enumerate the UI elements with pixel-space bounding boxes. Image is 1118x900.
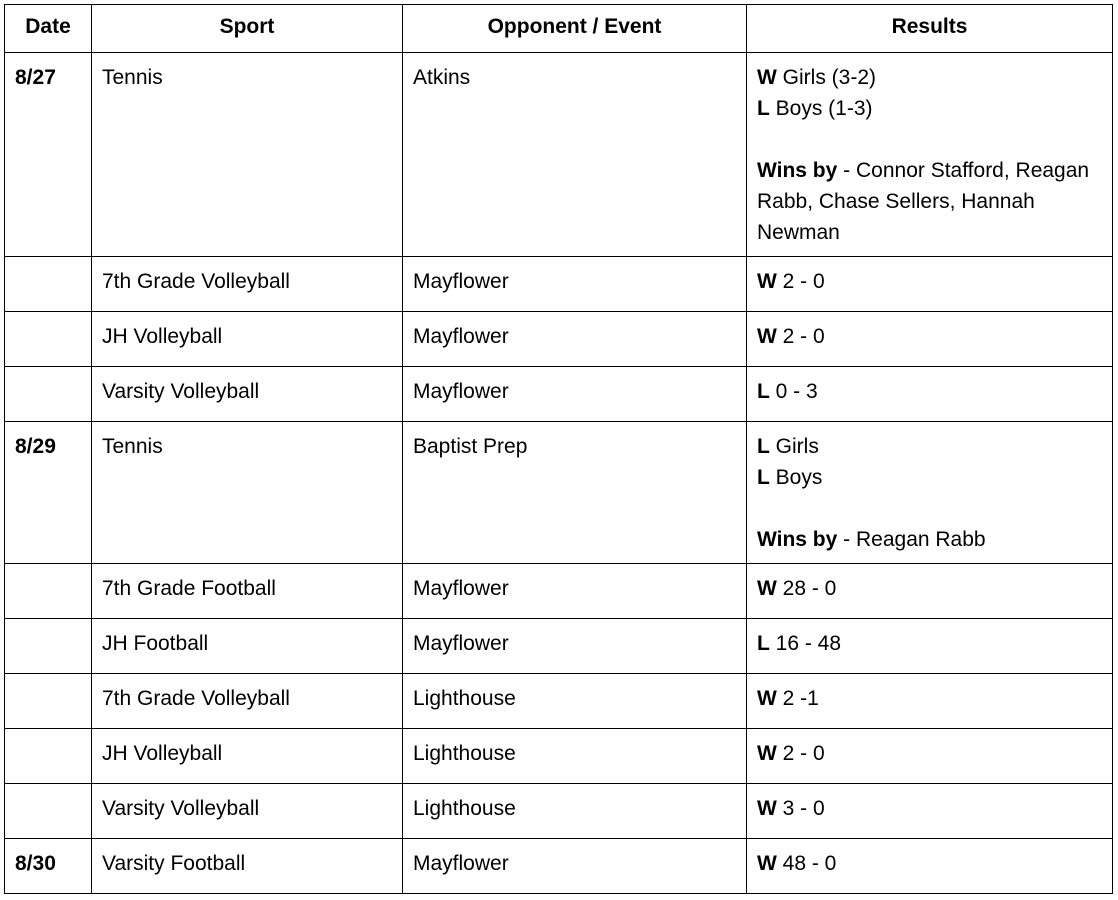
result-outcome: L xyxy=(757,435,770,458)
result-outcome: W xyxy=(757,852,777,875)
wins-by-label: Wins by xyxy=(757,528,838,551)
result-line xyxy=(757,793,1102,824)
result-detail: 2 -1 xyxy=(776,687,819,710)
sport-cell: 7th Grade Football xyxy=(92,564,403,619)
wins-by-names: - Connor Stafford, Reagan Rabb, Chase Sellers, Hannah Newman xyxy=(757,159,1090,244)
header-date: Date xyxy=(5,5,92,53)
result-detail: 28 - 0 xyxy=(776,577,837,600)
opponent-cell: Lighthouse xyxy=(403,729,747,784)
wins-by-label: Wins by xyxy=(757,159,838,182)
result-detail: 0 - 3 xyxy=(769,380,818,403)
result-detail: Girls (3-2) xyxy=(776,66,876,89)
date-cell xyxy=(5,784,92,839)
header-sport: Sport xyxy=(92,5,403,53)
result-outcome: W xyxy=(757,270,777,293)
table-row xyxy=(5,729,1113,784)
table-row xyxy=(5,422,1113,564)
table-body xyxy=(5,53,1113,894)
result-detail: Girls xyxy=(769,435,819,458)
opponent-cell: Mayflower xyxy=(403,839,747,894)
result-detail: 2 - 0 xyxy=(776,325,825,348)
sport-cell: JH Volleyball xyxy=(92,312,403,367)
opponent-cell: Lighthouse xyxy=(403,784,747,839)
results-cell xyxy=(747,784,1113,839)
date-cell xyxy=(5,619,92,674)
result-line xyxy=(757,266,1102,297)
results-cell xyxy=(747,422,1113,564)
result-line xyxy=(757,738,1102,769)
table-row xyxy=(5,257,1113,312)
wins-by-line xyxy=(757,524,1102,555)
date-cell: 8/29 xyxy=(5,422,92,564)
table-row xyxy=(5,674,1113,729)
result-line xyxy=(757,321,1102,352)
results-table xyxy=(4,4,1113,894)
results-cell xyxy=(747,619,1113,674)
sport-cell: Tennis xyxy=(92,53,403,257)
date-cell xyxy=(5,729,92,784)
sport-cell: 7th Grade Volleyball xyxy=(92,257,403,312)
result-line xyxy=(757,62,1102,93)
sport-cell: Varsity Volleyball xyxy=(92,784,403,839)
table-row xyxy=(5,564,1113,619)
sport-cell: Tennis xyxy=(92,422,403,564)
wins-by-names: - Reagan Rabb xyxy=(837,528,986,551)
result-line xyxy=(757,848,1102,879)
header-results: Results xyxy=(747,5,1113,53)
result-detail: 3 - 0 xyxy=(776,797,825,820)
result-detail: 2 - 0 xyxy=(776,270,825,293)
date-cell: 8/30 xyxy=(5,839,92,894)
date-cell xyxy=(5,564,92,619)
table-row xyxy=(5,839,1113,894)
result-line xyxy=(757,462,1102,493)
result-outcome: W xyxy=(757,797,777,820)
table-row xyxy=(5,784,1113,839)
header-row xyxy=(5,5,1113,53)
results-cell xyxy=(747,367,1113,422)
result-line xyxy=(757,683,1102,714)
result-outcome: W xyxy=(757,742,777,765)
result-detail: 2 - 0 xyxy=(776,742,825,765)
result-outcome: L xyxy=(757,380,770,403)
header-opponent: Opponent / Event xyxy=(403,5,747,53)
opponent-cell: Mayflower xyxy=(403,619,747,674)
wins-by-line xyxy=(757,155,1102,248)
result-line xyxy=(757,431,1102,462)
result-detail: Boys xyxy=(769,466,823,489)
date-cell xyxy=(5,674,92,729)
opponent-cell: Mayflower xyxy=(403,564,747,619)
results-cell xyxy=(747,674,1113,729)
results-cell xyxy=(747,729,1113,784)
result-outcome: W xyxy=(757,66,777,89)
result-line xyxy=(757,93,1102,124)
date-cell xyxy=(5,257,92,312)
result-outcome: L xyxy=(757,97,770,120)
results-cell xyxy=(747,53,1113,257)
opponent-cell: Baptist Prep xyxy=(403,422,747,564)
opponent-cell: Mayflower xyxy=(403,367,747,422)
result-line xyxy=(757,376,1102,407)
date-cell xyxy=(5,367,92,422)
result-outcome: W xyxy=(757,577,777,600)
result-outcome: L xyxy=(757,632,770,655)
opponent-cell: Lighthouse xyxy=(403,674,747,729)
result-detail: Boys (1-3) xyxy=(769,97,873,120)
opponent-cell: Mayflower xyxy=(403,312,747,367)
result-outcome: W xyxy=(757,687,777,710)
sport-cell: JH Volleyball xyxy=(92,729,403,784)
sport-cell: Varsity Volleyball xyxy=(92,367,403,422)
opponent-cell: Mayflower xyxy=(403,257,747,312)
table-row xyxy=(5,619,1113,674)
date-cell xyxy=(5,312,92,367)
results-cell xyxy=(747,564,1113,619)
table-row xyxy=(5,53,1113,257)
table-row xyxy=(5,367,1113,422)
result-line xyxy=(757,573,1102,604)
results-cell xyxy=(747,257,1113,312)
result-detail: 16 - 48 xyxy=(769,632,842,655)
result-outcome: W xyxy=(757,325,777,348)
result-detail: 48 - 0 xyxy=(776,852,837,875)
table-row xyxy=(5,312,1113,367)
result-line xyxy=(757,628,1102,659)
date-cell: 8/27 xyxy=(5,53,92,257)
results-cell xyxy=(747,839,1113,894)
opponent-cell: Atkins xyxy=(403,53,747,257)
sport-cell: JH Football xyxy=(92,619,403,674)
sport-cell: 7th Grade Volleyball xyxy=(92,674,403,729)
result-outcome: L xyxy=(757,466,770,489)
sport-cell: Varsity Football xyxy=(92,839,403,894)
results-cell xyxy=(747,312,1113,367)
